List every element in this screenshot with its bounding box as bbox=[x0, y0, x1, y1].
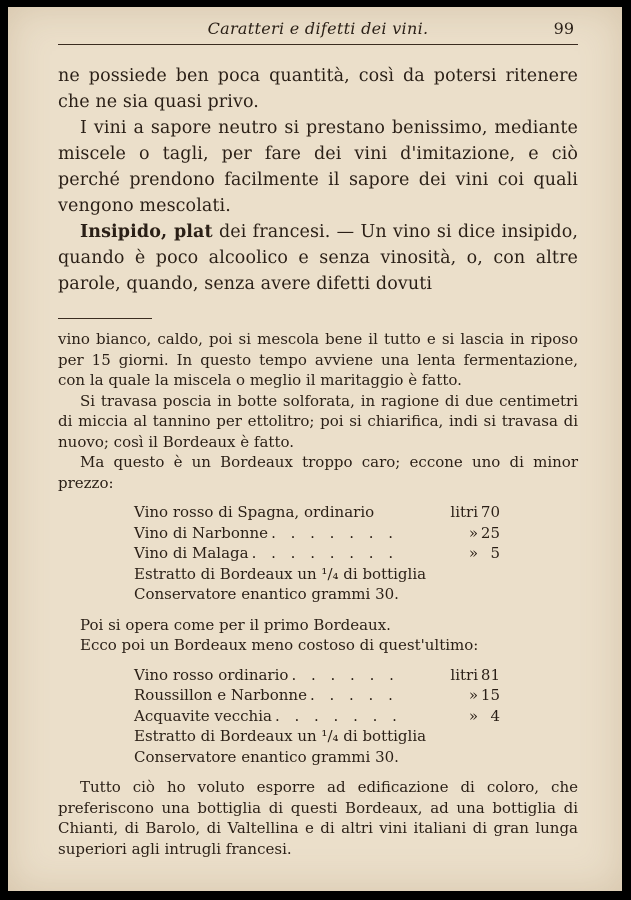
recipe-item: Vino di Malaga . . . . . . . . » 5 bbox=[134, 544, 500, 562]
book-page bbox=[8, 7, 622, 891]
recipe-conservant: Conservatore enantico grammi 30. bbox=[134, 747, 399, 766]
recipe-conservant: Conservatore enantico grammi 30. bbox=[134, 585, 399, 603]
footnote-paragraph: Ecco poi un Bordeaux meno costoso di quest'ultimo: bbox=[80, 636, 479, 654]
recipe-list-1 bbox=[134, 502, 500, 605]
recipe-item: Vino rosso di Spagna, ordinario litri 70 bbox=[134, 503, 500, 521]
term-insipido: Insipido, plat bbox=[80, 222, 213, 242]
footnote-closing-paragraph: Tutto ciò ho voluto esporre ad edificazione di coloro, che preferiscono una bottiglia di questi Bordeaux, ad una bottiglia di Chianti, di Barolo, di Valtellina e di altri vini italiani di gran lunga superiori agli intrugli francesi. bbox=[58, 778, 578, 858]
footnote-paragraph: Si travasa poscia in botte solforata, in ragione di due centimetri di miccia al tannino per ettolitro; poi si chiarifica, indi si travasa di nuovo; così il Bordeaux è fatto. bbox=[58, 391, 578, 451]
footnote-rule bbox=[58, 318, 152, 319]
recipe-extract: Estratto di Bordeaux un ¹/₄ di bottiglia bbox=[134, 727, 427, 745]
recipe-item: Acquavite vecchia . . . . . . . » 4 bbox=[134, 706, 500, 725]
recipe-item: Vino di Narbonne . . . . . . . » 25 bbox=[134, 523, 500, 542]
paragraph-continuation: ne possiede ben poca quantità, così da potersi ritenere che ne sia quasi privo. bbox=[58, 66, 578, 112]
insipid-definition: dei francesi. — Un vino si dice insipido, quando è poco alcoolico e senza vinosità, o, con altre parole, quando, senza avere difetti dovuti bbox=[58, 222, 578, 294]
header-rule bbox=[58, 44, 578, 45]
footnote bbox=[58, 329, 578, 859]
main-text bbox=[58, 63, 578, 297]
page-number: 99 bbox=[553, 19, 574, 38]
recipe-list-2 bbox=[134, 665, 500, 768]
footnote-paragraph: vino bianco, caldo, poi si mescola bene il tutto e si lascia in riposo per 15 giorni. In questo tempo avviene una lenta fermentazione, con la quale la miscela o meglio il maritaggio è fatto. bbox=[58, 330, 578, 389]
recipe-item: Roussillon e Narbonne . . . . . » 15 bbox=[134, 686, 500, 704]
running-title: Caratteri e difetti dei vini. bbox=[207, 19, 429, 38]
paragraph-insipid bbox=[58, 219, 578, 297]
recipe-item: Vino rosso ordinario . . . . . . litri 81 bbox=[134, 665, 500, 684]
recipe-extract: Estratto di Bordeaux un ¹/₄ di bottiglia bbox=[134, 564, 427, 583]
page-header bbox=[58, 19, 578, 43]
footnote-paragraph: Poi si opera come per il primo Bordeaux. bbox=[80, 615, 391, 634]
footnote-paragraph: Ma questo è un Bordeaux troppo caro; eccone uno di minor prezzo: bbox=[58, 453, 578, 492]
paragraph-neutral-wines: I vini a sapore neutro si prestano benissimo, mediante miscele o tagli, per fare dei vini d'imitazione, e ciò perché prendono facilmente il sapore dei vini coi quali vengono mescolati. bbox=[58, 118, 578, 216]
